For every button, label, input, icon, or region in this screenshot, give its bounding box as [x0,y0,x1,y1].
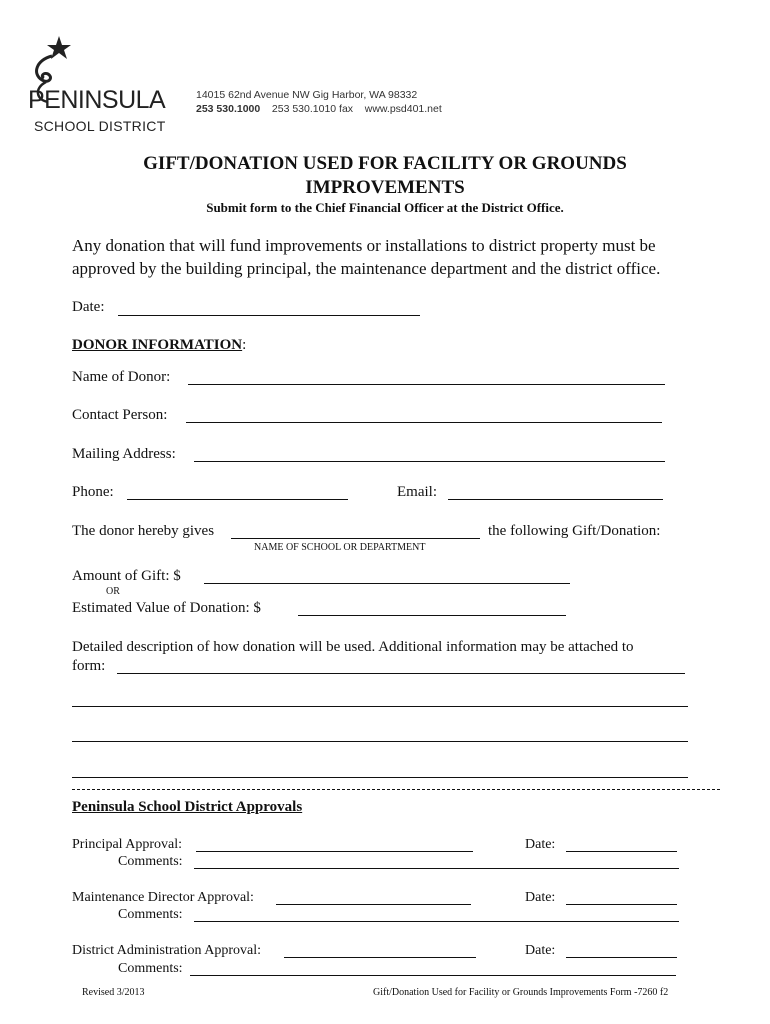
district-logo [24,34,164,134]
maintenance-approval-field[interactable] [276,904,471,905]
donor-heading [72,337,246,354]
contact-person-label: Contact Person: [72,407,168,423]
principal-approval-field[interactable] [196,851,473,852]
email-field[interactable] [448,499,663,500]
approvals-heading: Peninsula School District Approvals [72,799,303,815]
mailing-address-label: Mailing Address: [72,446,176,462]
or-label: OR [106,586,120,597]
description-line1: Detailed description of how donation will be used. Additional information may be attached to [72,639,634,655]
website-link: www.psd401.net [364,103,442,115]
phone-number: 253 530.1000 [196,103,261,115]
district-approval-label: District Administration Approval: [72,943,261,958]
form-subtitle: Submit form to the Chief Financial Officer at the District Office. [206,200,564,215]
district-date-field[interactable] [566,957,677,958]
district-date-label: Date: [525,943,556,958]
amount-field[interactable] [204,583,570,584]
principal-date-field[interactable] [566,851,677,852]
donor-heading-text: DONOR INFORMATION [72,337,243,353]
description-field-line4[interactable] [72,777,688,778]
address-line: 14015 62nd Avenue NW Gig Harbor, WA 98332 [196,89,418,101]
description-line2: form: [72,658,106,674]
revised-date: Revised 3/2013 [82,987,145,998]
contact-person-field[interactable] [186,422,662,423]
description-field-line3[interactable] [72,741,688,742]
school-department-field[interactable] [231,538,480,539]
form-id: Gift/Donation Used for Facility or Grounds Improvements Form -7260 f2 [373,987,669,998]
date-field[interactable] [118,315,420,316]
form-title-line2: IMPROVEMENTS [305,177,465,198]
maintenance-approval-label: Maintenance Director Approval: [72,890,254,905]
gives-prefix: The donor hereby gives [72,523,215,539]
donor-name-label: Name of Donor: [72,369,171,385]
logo-subtitle: SCHOOL DISTRICT [34,118,166,134]
maintenance-date-label: Date: [525,890,556,905]
intro-line2: approved by the building principal, the maintenance department and the district office. [72,259,661,278]
section-separator [72,789,720,790]
phone-label: Phone: [72,484,114,500]
principal-comments-field[interactable] [194,868,679,869]
mailing-address-field[interactable] [194,461,665,462]
amount-label: Amount of Gift: $ [72,568,181,584]
school-department-caption: NAME OF SCHOOL OR DEPARTMENT [254,542,426,553]
logo-word: PENINSULA [28,86,166,114]
description-field-line1[interactable] [117,673,685,674]
phone-field[interactable] [127,499,348,500]
district-comments-label: Comments: [118,961,183,976]
email-label: Email: [397,484,437,500]
donor-name-field[interactable] [188,384,665,385]
principal-comments-label: Comments: [118,854,183,869]
maintenance-date-field[interactable] [566,904,677,905]
gives-suffix: the following Gift/Donation: [488,523,661,539]
principal-date-label: Date: [525,837,556,852]
contact-line [196,103,442,115]
intro-line1: Any donation that will fund improvements or installations to district property must be [72,236,656,255]
district-comments-field[interactable] [190,975,676,976]
form-title-line1: GIFT/DONATION USED FOR FACILITY OR GROUNDS [143,153,627,174]
maintenance-comments-label: Comments: [118,907,183,922]
maintenance-comments-field[interactable] [194,921,679,922]
estimated-value-label: Estimated Value of Donation: $ [72,600,261,616]
principal-approval-label: Principal Approval: [72,837,183,852]
date-label: Date: [72,299,105,315]
description-field-line2[interactable] [72,706,688,707]
donor-heading-colon: : [242,337,247,353]
fax-number: 253 530.1010 fax [271,103,354,115]
estimated-value-field[interactable] [298,615,566,616]
district-approval-field[interactable] [284,957,476,958]
